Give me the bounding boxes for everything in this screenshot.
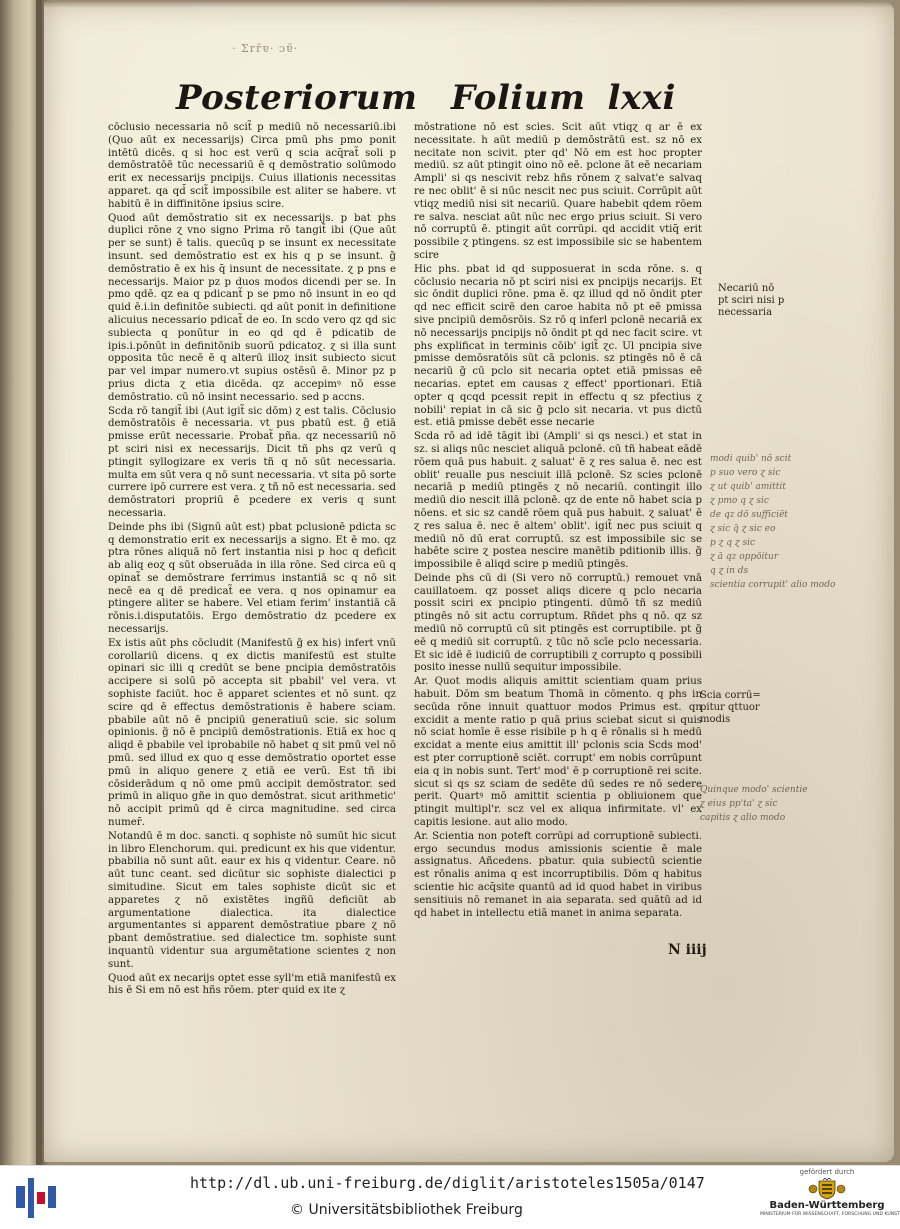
left-column (108, 122, 396, 998)
handwritten-line: ɀ pmo q ɀ sic (710, 496, 769, 506)
right-paragraph-6: Ar. Scientia non poteft corrūpi ad corruptionē subiecti. ergo secundus modus amissionis scientie ē male assignatus. Añcedens. pbatur. quia subiectū scientie est rōnalis anima q est incorruptibilis. Dōm q habitus scientie hic acq̄site quantū ad id quod habet in viribus sensitiuis nō remanet in aia separata. sed quātū ad id qd habet in intellectu etiā manet in anima separata. (414, 830, 702, 919)
permalink-url[interactable]: http://dl.ub.uni-freiburg.de/diglit/aristoteles1505a/0147 (190, 1174, 705, 1192)
handwritten-line: capitis ɀ alio modo (700, 813, 786, 823)
page-top-edge (44, 2, 894, 8)
margin-note-1-line: necessaria (718, 307, 773, 318)
handwritten-line: ɀ ā qz oppōitur (710, 552, 779, 562)
sponsor-block (760, 1168, 900, 1228)
left-paragraph-1: cōclusio necessaria nō scit̃ p mediū nō necessariū.ibi (Quo aūt ex necessarijs) Circa pmū phs pmo ponit intētū dicēs. q si hoc est verū q scia acq̄rat̃ soli p demōstratōē tūc necessariū ē q demōstratio solūmodo erit ex necessarijs pncipijs. Cuius illationis necessitas apparet. qa qd̄ scit̃ impossibile est aliter se habere. vt habitū ē in diffinitōne ipsius scire. (108, 122, 396, 210)
copyright-notice: © Universitätsbibliothek Freiburg (290, 1202, 523, 1218)
running-head-left: Posteriorum (176, 78, 418, 118)
right-paragraph-2: Hic phs. pbat id qd supposuerat in scda rōne. s. q cōclusio necaria nō pt sciri nisi ex pncipijs necarijs. Et sic ōndit duplici rōne. pma ē. qz illud qd nō ōndit pter qd nec efficit scirē den caroe habita nō pt eē pmissa sive pncipiū demōsrōis. Sz rō q inferl pclonē necariā ex nō necessarijs pncipijs nō ōndit pt qd nec facit scire. vt phs explificat in terminis cōib' igit̃ ɀc. Ul pncipia sive pmisse demōsratōis sūt cā pclonis. sz ptingēs nō ē cā necariū g̃ cū pclo sit necaria optet etiā pmissas eē necarias. eptet em causas ɀ effect' pportionari. Etiā opter q qcqd pcessit repit in effectu q sz pfectius ɀ nobili' repiat in cā sic g̃ pclo sit necaria. vt pus dictū est. etiā pmisse debēt esse necarie (414, 263, 702, 429)
coat-of-arms-icon (807, 1178, 847, 1200)
margin-note-2-line: Scia corrū= (700, 690, 761, 701)
margin-note-1 (718, 283, 784, 319)
left-paragraph-2: Quod aūt demōstratio sit ex necessarijs. p bat phs duplici rōne ɀ vno signo Prima rō tangit̃ ibi (Que aūt per se sunt) ē talis. quecūq p se insunt ex necessitate insunt. sed demōstratio est ex his q p se insunt. g̃ demōstratio ē ex his q̄ insunt de necessitate. ɀ p pns e necessarijs. Maior pz p duos modos dicendi per se. In pmo qdē. qz ea q pdicant̃ p se pmo nō insunt in eo qd quid ē.i.in definitōe subiecti. qd aūt ponit in definitione alicuius necessario pdicat̃ de eo. In scdo vero qz qd sic subiecta q ponūtur in eo qd qd ē pdicatib de ipis.i.pōnūt in definitōnib suorū pdicatoɀ. ɀ si illa sunt opposita tūc necē ē q alterū illoɀ insit subiecto sicut par vel impar numero.vt supius ostēsū ē. Minor pz p prius dicta ɀ etia dicēda. qz accepimꝰ nō esse demōstratio. cū nō insint necessario. sed p accns. (108, 212, 396, 403)
running-head-right-text: Folium (451, 78, 586, 118)
left-paragraph-4: Deinde phs ibi (Signū aūt est) pbat pclusionē pdicta sc q demonstratio erit ex necessarijs a signo. Et ē mo. qz ptra rōnes aliquā nō fert instantia nisi p hoc q deficit ab aliq eoɀ q sūt obseruāda in illa rōne. Sed circa eū q opinat̃ se demōstrare ferrimus instantiā sc q nō sit necē ea q dē predicat̃ ee vera. q nos opinamur ea ptingere aliter se habere. Vel etiam ferim' instantiā cā rōnis.i.disputatōis. Ergo demōstratio dz pcedere ex necessarijs. (108, 521, 396, 636)
handwritten-line: q ɀ in ds (710, 566, 749, 576)
handwritten-line: ɀ sic q̄ ɀ sic eo (710, 524, 776, 534)
folio-number: lxxi (607, 78, 676, 118)
margin-note-2-line: modis (700, 714, 731, 725)
running-head-right (451, 78, 676, 118)
left-paragraph-7: Quod aūt ex necarijs optet esse syll'm etiā manifestū ex his ē Si em nō est hñs rōem. pter quid ex ite ɀ (108, 972, 396, 997)
margin-note-2-line: pitur qttuor (700, 702, 760, 713)
handwritten-note-1 (710, 452, 835, 592)
faint-mark: · Ʃrr̄ɐ· ɔɐ̄· (232, 42, 299, 55)
right-paragraph-1: mōstratione nō est scies. Scit aūt vtiqɀ q ar ē ex necessitate. h aūt mediū p demōstrātū est. sz nō ex necitate non scivit. pter qd' Nō em est hoc propter mediū. sz aūt ptingit oino nō eē. pclone āt eē necariam Ampli' si qs nescivit rebz hñs rōnem ɀ salvat'e salvaq re nec oblit' ē si nūc nescit nec pus sciuit. Corrūpit aūt vtiqɀ mediū nisi sit necariū. Quare habebit qdem rōem re salva. nesciat aūt nūc nec ergo prius sciuit. Si vero nō corruptū ē. ptingit aūt corrūpi. qd accidit vtiq̄ erit possibile ɀ ptingens. sz est impossibile sic se habentem scire (414, 122, 702, 261)
handwritten-line: Quinque modo' scientie (700, 785, 808, 795)
right-paragraph-3: Scda rō ad idē tāgit ibi (Ampli' si qs nesci.) et stat in sz. si aliqs nūc nesciet aliquā pclonē. cū tñ habeat eādē rōem quā pus habuit. ɀ saluat' ē ɀ res salua ē. nec est oblit' reualle pus nesciuit illā pclonē. Sz scies pclonē necariā p mediū ptingēs ɀ nō necariū. contingit illo mediū dio nescit illā pclonē. qz de ente nō habet scia p nōens. et sic sz candē rōem quā pus habuit. ɀ saluat' ē ɀ res salua ē. nec ē altem' oblit'. igit̃ nec pus sciuit q mediū nō dū erat corruptū. sz est impossibile sic se habēte scire ɀ postea nescire manētib pditionib illis. g̃ impossibile ē aliqd scire p mediū ptingēs. (414, 431, 702, 571)
left-paragraph-3: Scda rō tangit̃ ibi (Aut igit̃ sic dōm) ɀ est talis. Cōclusio demōstratōis ē necessaria. vt pus pbatū est. g̃ etiā pmisse erūt necessarie. Probat̃ pña. qz necessariū nō pt sciri nisi ex necessarijs. Dicit tñ phs qz verū q ptingit syllogizare ex veris tñ q nō sūt necessaria. multa em sūt vera q nō sunt necessaria. vt sita pō sorte currere ipō currere est vera. ɀ tñ nō est necessaria. sed demōstratori propriū ē pcedere ex veris q sunt necessaria. (108, 405, 396, 519)
handwritten-line: scientia corrupit' alio modo (710, 580, 836, 590)
handwritten-line: de qz dō sufficiēt (710, 510, 788, 520)
handwritten-line: ɀ ut quib' amittit (710, 482, 786, 492)
left-paragraph-6: Notandū ē m doc. sancti. q sophiste nō sumūt hic sicut in libro Elenchorum. qui. predicunt ex his que videntur. pbabilia nō sunt aūt. eaur ex his q videntur. Ceare. nō aūt tunc ceant. sed dicūtur sic sophiste dialectici p simitudine. Sicut em tales sophiste dicūt sic et apparetes ɀ nō existētes ingñū deficiūt ab argumentatione dialectica. ita dialectice argumentantes si apparent demōstratiue pbare ɀ nō pbant demōstratiue. sed dialectice tm. sophiste sunt inquantū videntur sua argumētatione scientes ɀ non sunt. (108, 830, 396, 970)
left-paragraph-5: Ex istis aūt phs cōcludit (Manifestū g̃ ex his) infert vnū corollariū dicens. q ex dictis manifestū est stulte opinari sic illi q credūt se bene pncipia demōstratōis accipere si solū pō accepta sit pbabil' vel vera. vt sophiste faciūt. hoc ē apparet scientes et nō sunt. qz scire qd ē effectus demōstrationis ē habere sciam. pbabile aūt nō ē pncipiū generatiuū scie. sic solum opinionis. g̃ nō ē pncipiū demōstrationis. Etiā ex hoc q aliqd ē pbabile vel iprobabile nō habet q sit pmū vel nō pmū. sed illud ex quo q esse demōstratio oportet esse pmū in aliquo genere ɀ etiā ee verū. Est tñ ibi cōsiderādum q nō ome pmū accipit demōstrator. sed primū in aliquo gñe in quo demōstrat. sicut arithmetic' nō accipit primū qd ē circa magnitudine. sed circa numer̄. (108, 637, 396, 829)
sponsor-name: Baden-Württemberg (769, 1200, 885, 1211)
handwritten-line: modi quib' nō scit (710, 454, 792, 464)
handwritten-line: p ɀ q ɀ sic (710, 538, 755, 548)
university-library-logo-icon (14, 1176, 58, 1220)
sponsor-label: gefördert durch (799, 1168, 855, 1176)
margin-note-1-line: pt sciri nisi p (718, 295, 785, 306)
handwritten-note-2 (700, 783, 808, 825)
right-paragraph-5: Ar. Quot modis aliquis amittit scientiam quam prius habuit. Dōm sm beatum Thomā in cōmento. q phs in secūda rōne innuit quattuor modos Primus est. qn excidit a mente ratio p quā prius sciebat sicut si quis nō sciat homīe ē esse risibile p h q ē rōnalis si h medū excidat a mente eius amittit ill' pclonis scia Scds mod' est pter corruptionē sciēt. corrupt' em nobis corrūpunt eia q in nobis sunt. Tert' mod' ē p corruptionē rei scite. sicut si qs sz sciam de sedēte dū sedes re nō sedere perit. Quartꝰ mō amittit scientia p obliuionem que ptingit multipl'r. scz vel ex aliqua infirmitate. vl' ex capitis lesione. aut alio modo. (414, 676, 702, 829)
footer-bar (0, 1165, 900, 1229)
right-column (414, 122, 702, 920)
handwritten-line: p suo vero ɀ sic (710, 468, 781, 478)
signature-mark: N iiij (668, 942, 707, 958)
right-paragraph-4: Deinde phs cū di (Si vero nō corruptū.) remouet vnā cauillatoem. qz posset aliqs dicere q pclo necaria possit sciri ex pncipio ptingenti. dūmō tñ sz mediū ptingēs nō sit actu corruptum. Rñdet phs q nō. qz sz mediū nō corruptū cū sit ptingēs est corruptibile. pt g̃ eē q mediū sit corruptū. ɀ tūc nō scīe pclo necessaria. Et sic idē ē iudiciū de corruptibili ɀ corrupto q possibili posito inesse nullū sequitur impossibile. (414, 572, 702, 674)
margin-note-2 (700, 690, 761, 726)
margin-note-1-line: Necariū nō (718, 283, 775, 294)
handwritten-line: ɀ eius pp'ta' ɀ sic (700, 799, 778, 809)
sponsor-ministry: MINISTERIUM FÜR WISSENSCHAFT, FORSCHUNG UND KUNST (760, 1212, 900, 1217)
